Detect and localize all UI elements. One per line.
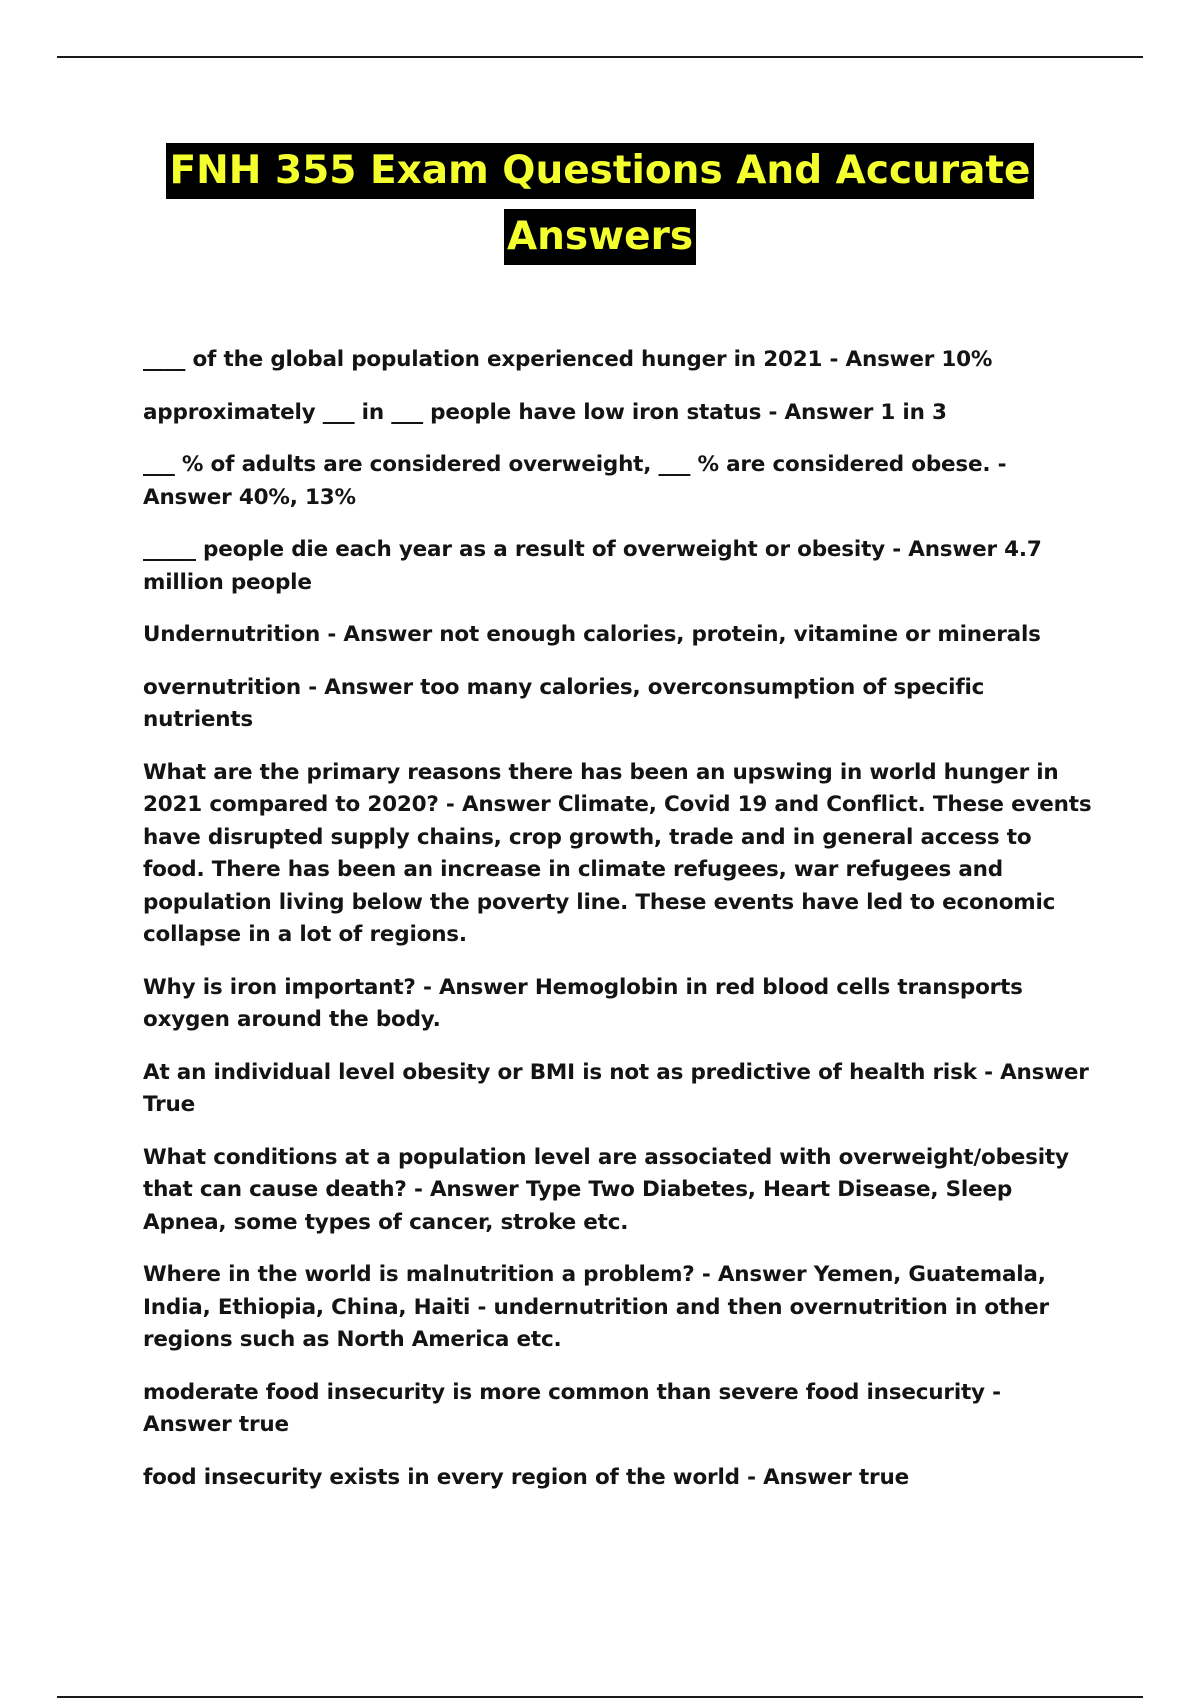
qa-item-3: ___ % of adults are considered overweight, ___ % are considered obese. - Answer 40%, 13% xyxy=(143,452,1007,510)
title-line-1: FNH 355 Exam Questions And Accurate xyxy=(166,143,1033,199)
qa-item-8: Why is iron important? - Answer Hemoglobin in red blood cells transports oxygen around the body. xyxy=(143,974,1023,1032)
qa-item-1: ____ of the global population experienced hunger in 2021 - Answer 10% xyxy=(143,347,993,372)
top-rule xyxy=(57,56,1143,58)
qa-item-6: overnutrition - Answer too many calories, overconsumption of specific nutrients xyxy=(143,674,985,732)
qa-item-5: Undernutrition - Answer not enough calories, protein, vitamine or minerals xyxy=(143,622,1041,647)
qa-item-2: approximately ___ in ___ people have low iron status - Answer 1 in 3 xyxy=(143,399,947,425)
qa-list xyxy=(143,344,1093,1514)
qa-item-7: What are the primary reasons there has been an upswing in world hunger in 2021 compared to 2020? - Answer Climate, Covid 19 and Conflict. These events have disrupted supply chains, crop growth, trade and in general access to food. There has been an increase in climate refugees, war refugees and population living below the poverty line. These events have led to economic collapse in a lot of regions. xyxy=(143,759,1092,947)
qa-item-10: What conditions at a population level are associated with overweight/obesity that can cause death? - Answer Type Two Diabetes, Heart Disease, Sleep Apnea, some types of cancer, stroke etc. xyxy=(143,1144,1069,1235)
qa-item-9: At an individual level obesity or BMI is not as predictive of health risk - Answer True xyxy=(143,1059,1089,1117)
qa-item-4: _____ people die each year as a result of overweight or obesity - Answer 4.7 million people xyxy=(143,537,1042,595)
qa-item-12: moderate food insecurity is more common than severe food insecurity - Answer true xyxy=(143,1379,1001,1437)
qa-item-13: food insecurity exists in every region of the world - Answer true xyxy=(143,1464,909,1490)
qa-item-11: Where in the world is malnutrition a problem? - Answer Yemen, Guatemala, India, Ethiopia, China, Haiti - undernutrition and then overnutrition in other regions such as North America etc. xyxy=(143,1262,1049,1352)
document-title xyxy=(0,143,1200,265)
title-line-2: Answers xyxy=(504,209,696,265)
bottom-rule xyxy=(57,1696,1143,1698)
